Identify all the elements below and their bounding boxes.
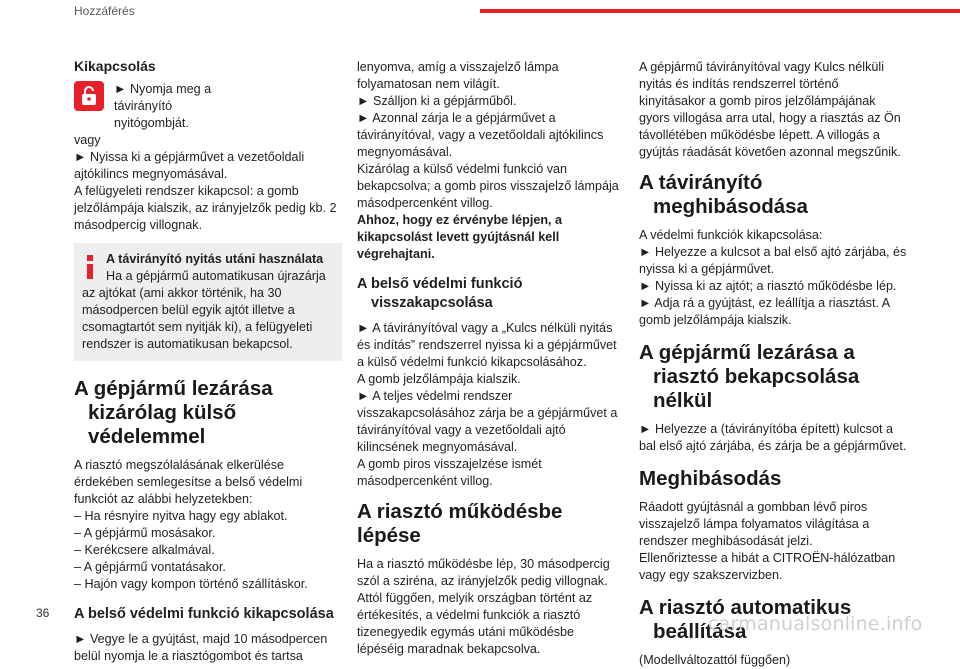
watermark: carmanualsonline.info [708, 613, 923, 635]
text-line: ► Helyezze a kulcsot a bal első ajtó zárjába, és nyissa ki a gépjárművet. [639, 245, 907, 276]
column-2 [357, 59, 623, 658]
text-line: Ha a riasztó működésbe lép, 30 másodpercig szól a sziréna, az irányjelzők pedig villognak. Attól függően, melyik országban történt az értékesítés, a védelmi funkciók a riasztó tizenegyedik egymás utáni működésbe lépéséig maradnak bekapcsolva. [357, 557, 610, 656]
section-heading-fault: Meghibásodás [639, 467, 782, 490]
text-line: A felügyeleti rendszer kikapcsol: a gomb jelzőlámpája kialszik, az irányjelzők pedig kb. 2 másodpercig villognak. [74, 184, 337, 232]
column-3 [639, 59, 907, 669]
text-line: – Hajón vagy kompon történő szállításkor. [74, 577, 308, 591]
text-line: – A gépjármű mosásakor. [74, 526, 216, 540]
lock-step-row [74, 81, 342, 132]
header-accent-bar [480, 9, 960, 13]
text-line: Ellenőriztesse a hibát a CITROËN-hálózatban vagy egy szakszervizben. [639, 551, 896, 582]
column-1 [74, 58, 342, 665]
text-line: ► Adja rá a gyújtást, ez leállítja a riasztást. A gomb jelzőlámpája kialszik. [639, 296, 890, 327]
text-line: ► A távirányítóval vagy a „Kulcs nélküli nyitás és indítás” rendszerrel nyissa ki a gépjárművet a külső védelmi funkció kikapcsolásához. [357, 321, 617, 369]
section-heading-lock-no-alarm: A gépjármű lezárása a riasztó bekapcsolása nélkül [639, 341, 860, 412]
subheading-internal-on: A belső védelmi funkció visszakapcsolása [357, 276, 523, 311]
text-line: A gépjármű távirányítóval vagy Kulcs nélküli nyitás és indítás rendszerrel történő kinyitásakor a gomb piros jelzőlámpájának gyors villogása arra utal, hogy a riasztás az Ön távollétében működésbe lépett. A villogás a gyújtás ráadását követően azonnal megszűnik. [639, 60, 901, 159]
text-line: – A gépjármű vontatásakor. [74, 560, 226, 574]
text-line: ► A teljes védelmi rendszer visszakapcsolásához zárja be a gépjárművet a távirányítóval vagy a vezetőoldali ajtó kilincsének megnyomásával. [357, 389, 618, 454]
text-line: A védelmi funkciók kikapcsolása: [639, 228, 823, 242]
info-title: A távirányító nyitás utáni használata [106, 252, 324, 266]
text-line: A gomb jelzőlámpája kialszik. [357, 372, 521, 386]
text-line: (Modellváltozattól függően) [639, 653, 791, 667]
info-icon [86, 255, 94, 279]
bold-note: Ahhoz, hogy ez érvénybe lépjen, a kikapcsolást levett gyújtásnál kell végrehajtani. [357, 213, 563, 261]
section-heading-external-lock: A gépjármű lezárása kizárólag külső védelemmel [74, 377, 273, 448]
text-line: ► Vegye le a gyújtást, majd 10 másodpercen belül nyomja le a riasztógombot és tartsa [74, 632, 328, 663]
text-line: vagy [74, 133, 101, 147]
text-line: – Ha résnyire nyitva hagy egy ablakot. [74, 509, 288, 523]
text-line: ► Nyissa ki az ajtót; a riasztó működésbe lép. [639, 279, 897, 293]
text-line: ► Helyezze a (távirányítóba épített) kulcsot a bal első ajtó zárjába, és zárja be a gépjárművet. [639, 422, 907, 453]
text-line: ► Azonnal zárja le a gépjárművet a távirányítóval, vagy a vezetőoldali ajtókilincs megnyomásával. [357, 111, 604, 159]
text-line: A riasztó megszólalásának elkerülése érdekében semlegesítse a belső védelmi funkciót az alábbi helyzetekben: [74, 458, 303, 506]
text-line: ► Nyissa ki a gépjárművet a vezetőoldali ajtókilincs megnyomásával. [74, 150, 305, 181]
text-line: ► Szálljon ki a gépjárműből. [357, 94, 517, 108]
text-line: – Kerékcsere alkalmával. [74, 543, 215, 557]
section-heading-remote-failure: A távirányító meghibásodása [639, 171, 808, 218]
section-heading-auto-set: A riasztó automatikus beállítása [639, 596, 852, 643]
header-section-title: Hozzáférés [74, 4, 135, 18]
text-line: Ráadott gyújtásnál a gombban lévő piros visszajelző lámpa folyamatos világítása a rendszer meghibásodását jelzi. [639, 500, 870, 548]
subheading-internal-off: A belső védelmi funkció kikapcsolása [74, 606, 334, 622]
page-number: 36 [36, 606, 50, 620]
info-text: Ha a gépjármű automatikusan újrazárja az ajtókat (ami akkor történik, ha 30 másodpercen belül egyik ajtót illetve a csomagtartót sem nyitják ki), a felügyeleti rendszer is automatikusan bekapcsol. [82, 269, 326, 351]
text-line: Kizárólag a külső védelmi funkció van bekapcsolva; a gomb piros visszajelző lámpája másodpercenként villog. [357, 162, 619, 210]
lock-icon [74, 81, 104, 111]
info-box [74, 243, 342, 361]
text-line: A gomb piros visszajelzése ismét másodpercenként villog. [357, 457, 542, 488]
lock-step-text: ► Nyomja meg a távirányító nyitógombját. [114, 82, 212, 130]
text-line: lenyomva, amíg a visszajelző lámpa folyamatosan nem világít. [357, 60, 559, 91]
section-heading-alarm-trigger: A riasztó működésbe lépése [357, 500, 563, 547]
kikapcsolas-heading: Kikapcsolás [74, 58, 156, 74]
